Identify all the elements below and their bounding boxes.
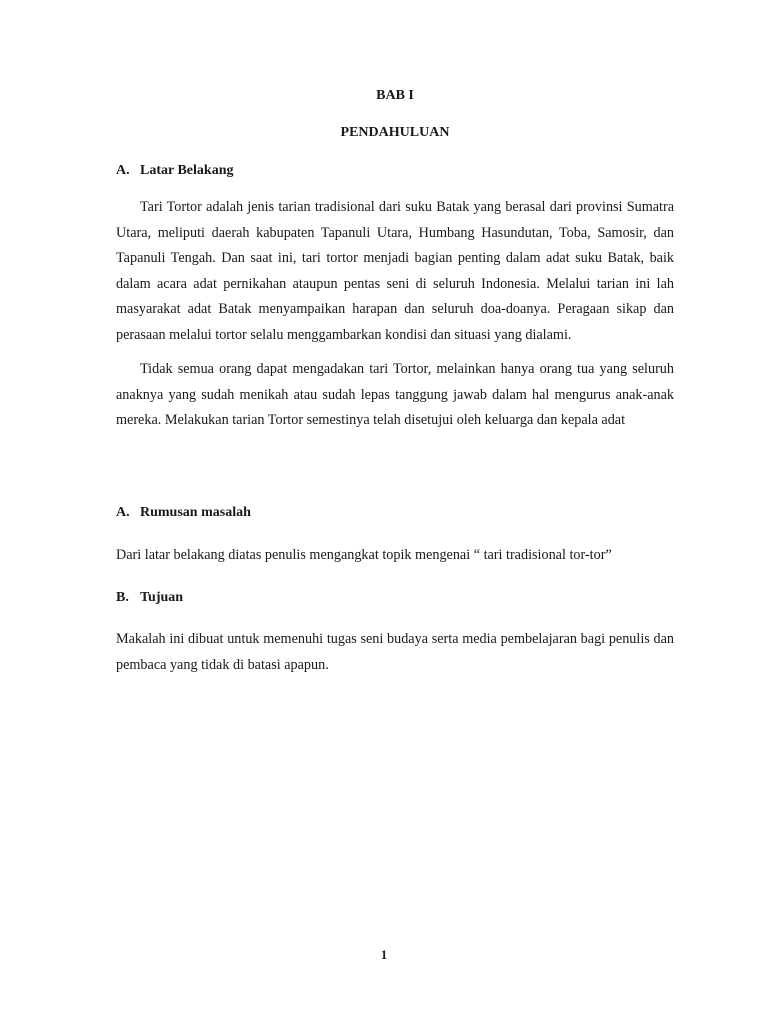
section-marker: A.: [116, 163, 130, 178]
paragraph-latar-belakang-2: Tidak semua orang dapat mengadakan tari Tortor, melainkan hanya orang tua yang seluruh anaknya yang sudah menikah atau sudah lepas tanggung jawab dalam hal mengurus anak-anak mereka. Melakukan tarian Tortor semestinya telah disetujui oleh keluarga dan kepala adat: [116, 361, 674, 428]
section-heading-latar-belakang: [116, 163, 233, 179]
section-title: Tujuan: [140, 590, 184, 605]
section-title: Rumusan masalah: [140, 505, 251, 520]
chapter-title: PENDAHULUAN: [340, 125, 450, 140]
section-marker: A.: [116, 505, 130, 520]
paragraph-latar-belakang-1: Tari Tortor adalah jenis tarian tradisional dari suku Batak yang berasal dari provinsi Sumatra Utara, meliputi daerah kabupaten Tapanuli Utara, Humbang Hasundutan, Toba, Samosir, dan Tapanuli Tengah. Dan saat ini, tari tortor menjadi bagian penting dalam adat suku Batak, baik dalam acara adat pernikahan ataupun pentas seni di seluruh Indonesia. Melalui tarian ini lah masyarakat adat Batak menyampaikan harapan dan seluruh doa-doanya. Peragaan sikap dan perasaan melalui tortor selalu menggambarkan kondisi dan situasi yang dialami.: [116, 199, 674, 343]
section-title: Latar Belakang: [140, 163, 234, 178]
section-marker: B.: [116, 590, 129, 605]
paragraph-rumusan-masalah: Dari latar belakang diatas penulis mengangkat topik mengenai “ tari tradisional tor-tor”: [116, 547, 612, 563]
section-heading-tujuan: [116, 590, 183, 606]
paragraph-tujuan: Makalah ini dibuat untuk memenuhi tugas seni budaya serta media pembelajaran bagi penulis dan pembaca yang tidak di batasi apapun.: [116, 631, 674, 673]
chapter-label: BAB I: [376, 88, 414, 103]
page-number: 1: [380, 947, 388, 962]
section-heading-rumusan-masalah: [116, 505, 251, 521]
